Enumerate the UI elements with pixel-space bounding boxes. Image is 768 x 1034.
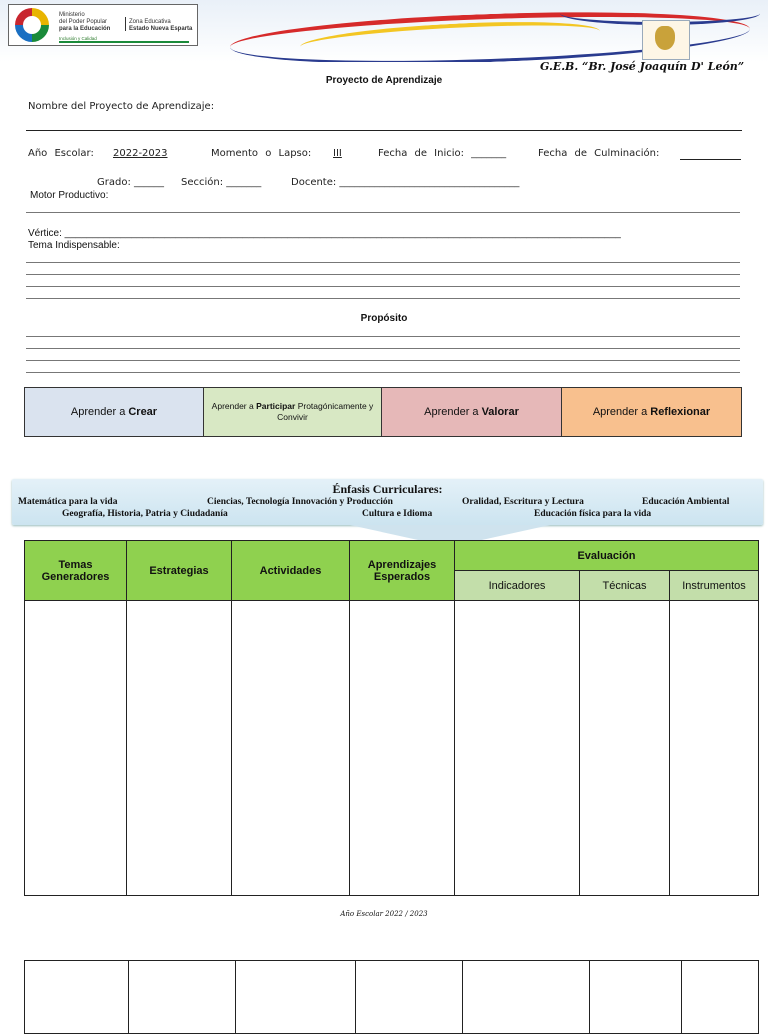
project-name-label: Nombre del Proyecto de Aprendizaje: [28, 101, 215, 112]
cell-estrategias[interactable] [129, 961, 236, 1034]
enfasis-title: Énfasis Curriculares: [332, 482, 443, 496]
cell-tecnicas[interactable] [590, 961, 682, 1034]
year-label: Año Escolar: [28, 148, 94, 159]
school-crest-icon [642, 20, 690, 60]
footer-year: Año Escolar 2022 / 2023 [340, 910, 428, 918]
proposito-line [26, 360, 740, 361]
logo-bar [59, 41, 189, 43]
tema-label: Tema Indispensable: [28, 240, 120, 251]
tema-line [26, 274, 740, 275]
proposito-line [26, 348, 740, 349]
motor-label: Motor Productivo: [30, 190, 109, 201]
proposito-line [26, 372, 740, 373]
ministry-logo-icon [15, 8, 49, 42]
aprender-valorar: Aprender a Valorar [382, 388, 562, 436]
cell-temas[interactable] [25, 961, 129, 1034]
cell-tecnicas[interactable] [580, 601, 670, 896]
cell-temas[interactable] [25, 601, 127, 896]
seccion-label: Sección: _______ [181, 177, 262, 188]
col-evaluacion: Evaluación [455, 541, 759, 571]
col-aprendizajes: Aprendizajes Esperados [350, 541, 455, 601]
culminacion-label: Fecha de Culminación: [538, 148, 660, 159]
cell-aprendizajes[interactable] [350, 601, 455, 896]
culminacion-line [680, 159, 741, 160]
table-row [25, 961, 759, 1034]
vertice-label: Vértice: ____________________________________________________________________________________________________ [28, 228, 621, 239]
logo-separator [125, 17, 126, 31]
col-indicadores: Indicadores [455, 571, 580, 601]
aprender-crear: Aprender a Crear [25, 388, 204, 436]
table-row [25, 601, 759, 896]
aprender-row [24, 387, 742, 437]
enfasis-item: Geografía, Historia, Patria y Ciudadanía [62, 509, 228, 519]
cell-aprendizajes[interactable] [356, 961, 463, 1034]
col-temas: Temas Generadores [25, 541, 127, 601]
inicio-label: Fecha de Inicio: _______ [378, 148, 507, 159]
aprender-reflexionar: Aprender a Reflexionar [562, 388, 741, 436]
year-value: 2022-2023 [113, 148, 168, 159]
enfasis-banner [12, 479, 763, 525]
grado-label: Grado: ______ [97, 177, 165, 188]
momento-value: III [333, 148, 342, 159]
aprender-participar: Aprender a Participar Protagónicamente y Convivir [204, 388, 382, 436]
cell-estrategias[interactable] [127, 601, 232, 896]
ministry-logo [8, 4, 198, 46]
logo-line: para la Educación [59, 26, 111, 32]
tema-line [26, 286, 740, 287]
planning-table [24, 540, 759, 896]
tema-line [26, 262, 740, 263]
col-instrumentos: Instrumentos [670, 571, 759, 601]
col-actividades: Actividades [232, 541, 350, 601]
enfasis-item: Cultura e Idioma [362, 509, 433, 519]
cell-actividades[interactable] [236, 961, 356, 1034]
proposito-title: Propósito [360, 313, 408, 324]
cell-indicadores[interactable] [463, 961, 590, 1034]
col-tecnicas: Técnicas [580, 571, 670, 601]
enfasis-item: Educación Ambiental [642, 497, 730, 507]
project-name-line [26, 130, 742, 131]
proposito-line [26, 336, 740, 337]
school-name: G.E.B. “Br. José Joaquín D' León” [540, 60, 745, 73]
enfasis-item: Educación física para la vida [534, 509, 652, 519]
logo-line: del Poder Popular [59, 19, 108, 25]
logo-line: Ministerio [59, 12, 85, 18]
logo-footer: Inclusión y Calidad [59, 36, 97, 41]
docente-label: Docente: ____________________________________ [291, 177, 520, 188]
col-estrategias: Estrategias [127, 541, 232, 601]
momento-label: Momento o Lapso: [211, 148, 312, 159]
cell-instrumentos[interactable] [670, 601, 759, 896]
logo-zone: Estado Nueva Esparta [129, 26, 193, 32]
planning-table-continued [24, 960, 759, 1034]
enfasis-item: Oralidad, Escritura y Lectura [462, 497, 584, 507]
logo-zone: Zona Educativa [129, 19, 171, 25]
tema-line [26, 298, 740, 299]
enfasis-item: Matemática para la vida [18, 497, 118, 507]
enfasis-item: Ciencias, Tecnología Innovación y Producción [207, 497, 393, 507]
document-title: Proyecto de Aprendizaje [325, 75, 443, 86]
cell-indicadores[interactable] [455, 601, 580, 896]
cell-instrumentos[interactable] [682, 961, 759, 1034]
motor-line [26, 212, 740, 213]
cell-actividades[interactable] [232, 601, 350, 896]
